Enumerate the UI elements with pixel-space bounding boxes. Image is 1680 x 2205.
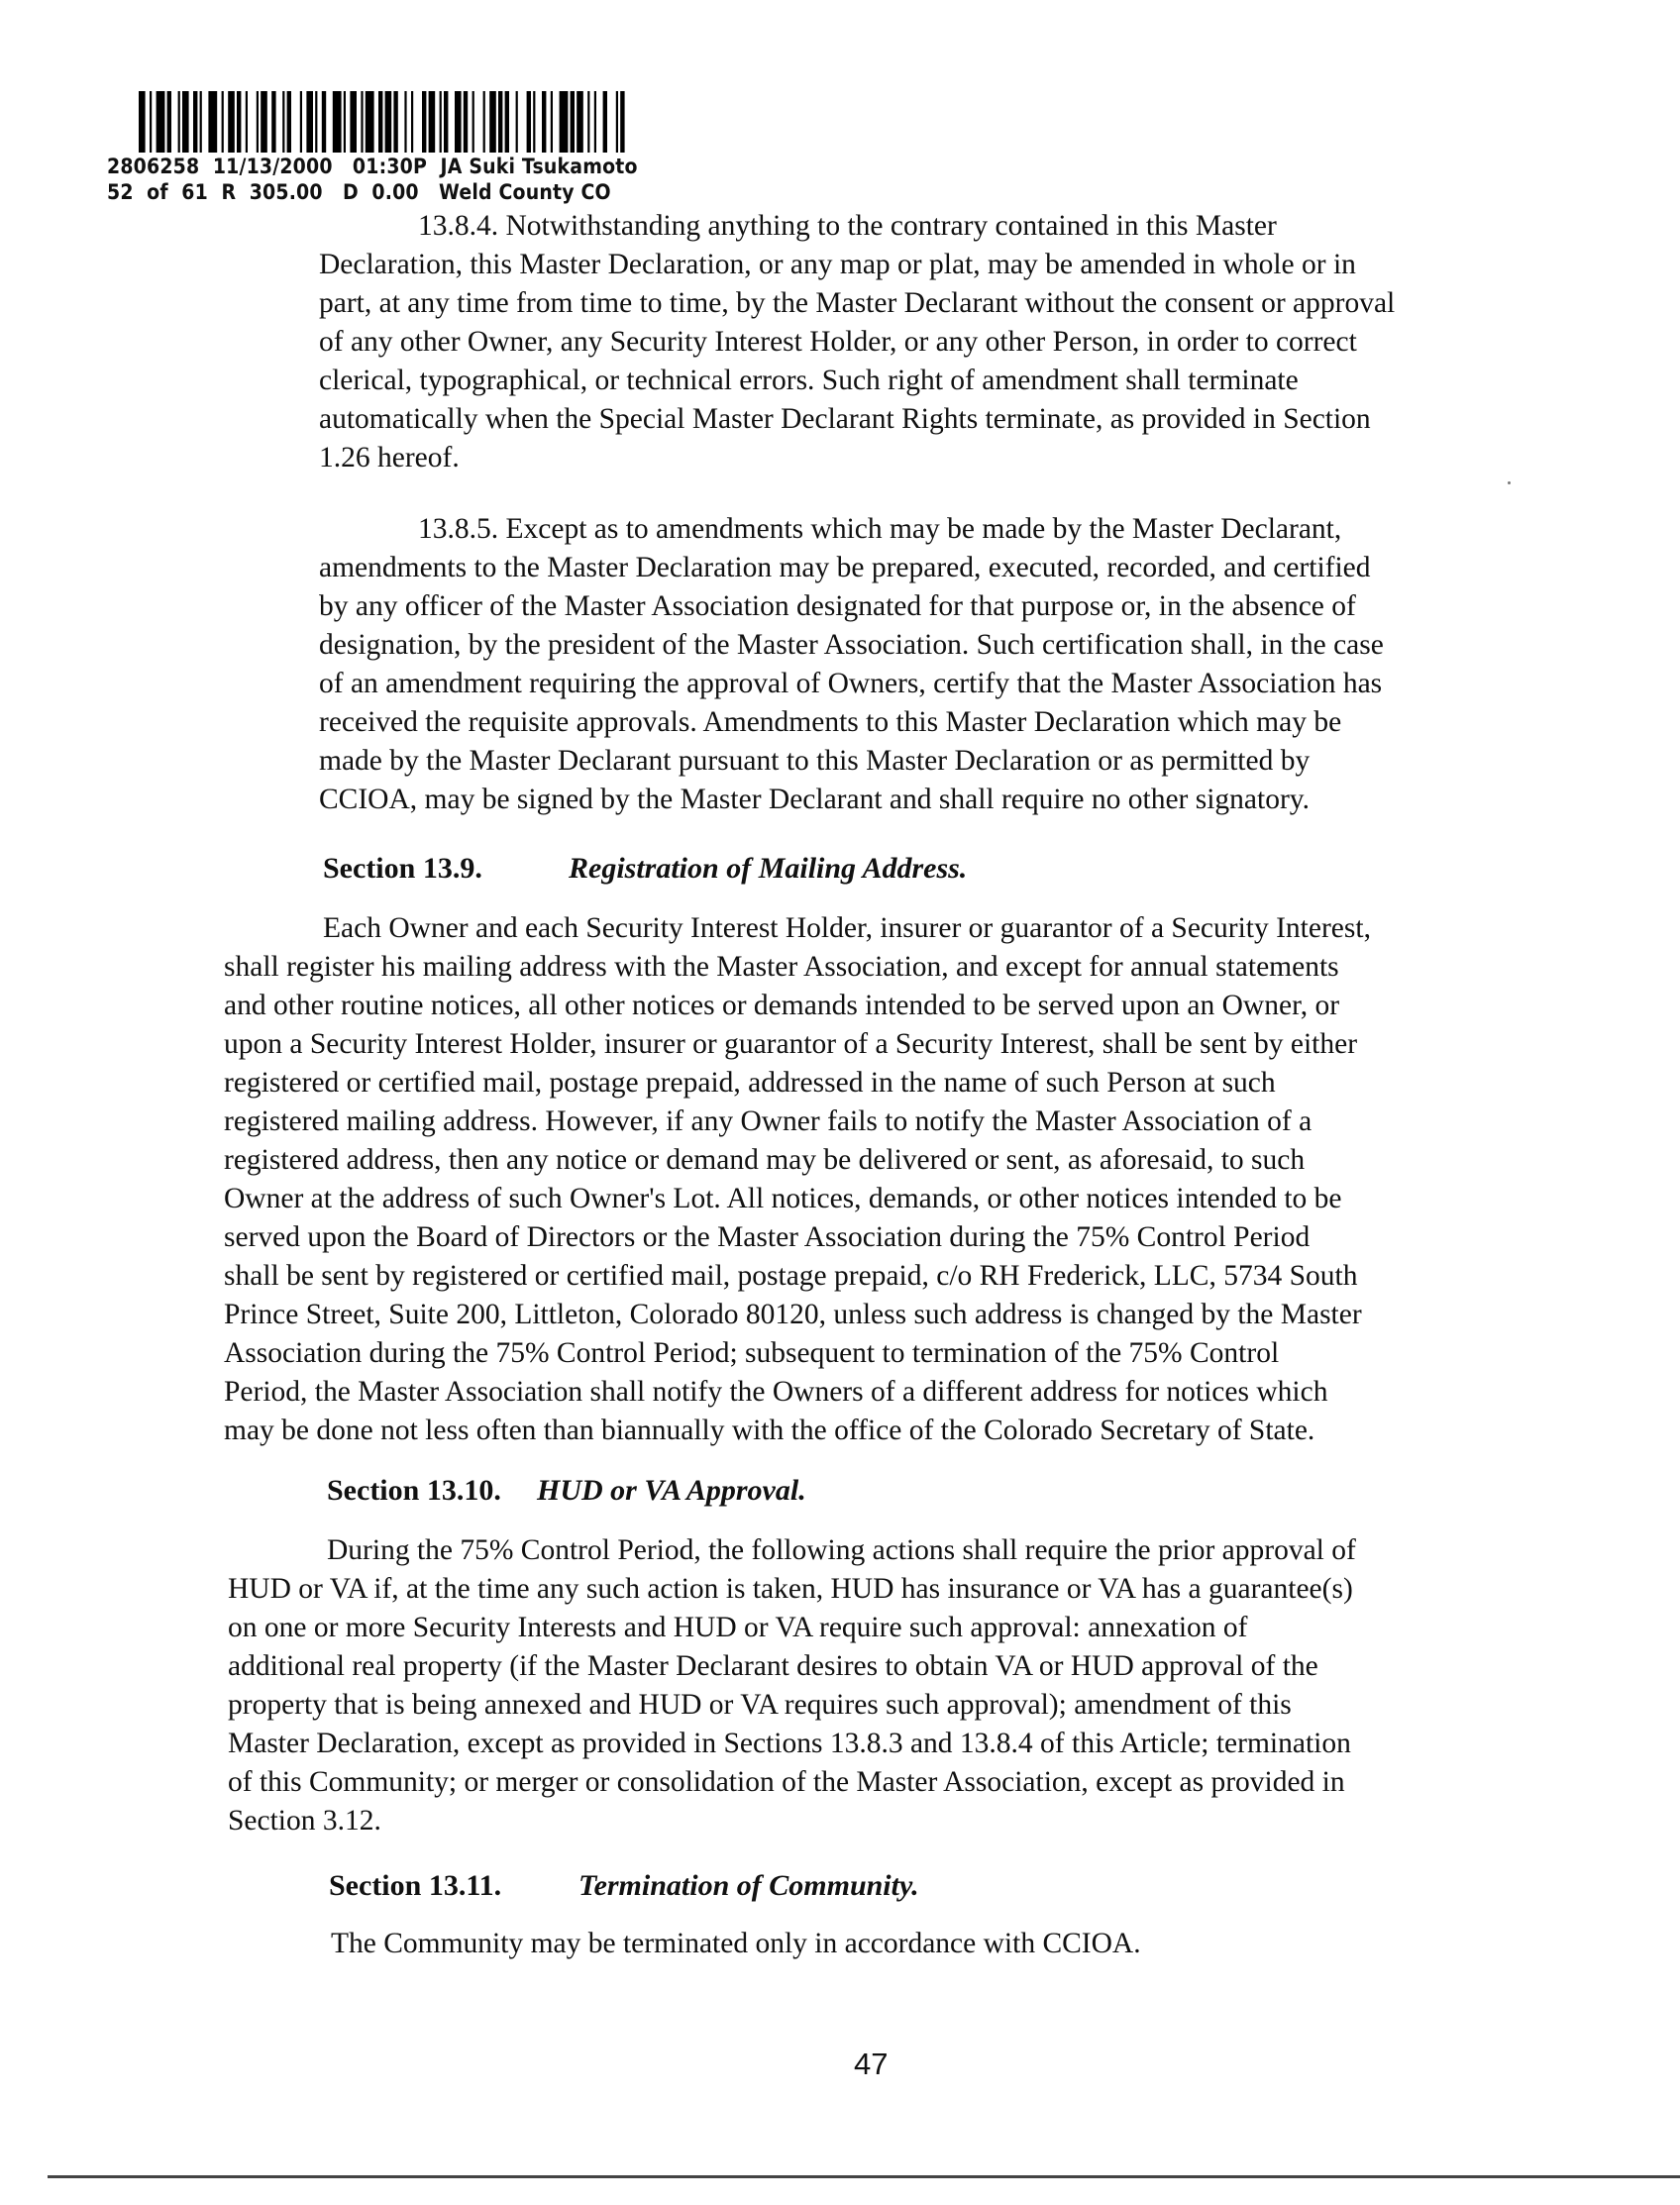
section-13-9-heading — [323, 852, 967, 886]
barcode-bar — [193, 91, 197, 153]
text-line: may be done not less often than biannually with the office of the Colorado Secretary of State. — [224, 1415, 1315, 1446]
barcode-bar — [261, 91, 267, 153]
barcode-bar — [464, 91, 468, 153]
barcode-bar — [455, 91, 462, 153]
barcode-bar — [587, 91, 589, 153]
barcode-bar — [157, 91, 165, 153]
text-line: automatically when the Special Master Declarant Rights terminate, as provided in Section — [319, 403, 1371, 435]
barcode-bar — [322, 91, 326, 153]
text-line: amendments to the Master Declaration may be prepared, executed, recorded, and certified — [319, 552, 1371, 583]
barcode-bar — [182, 91, 189, 153]
barcode-bar — [533, 91, 535, 153]
text-line: shall be sent by registered or certified mail, postage prepaid, c/o RH Frederick, LLC, 5734 South — [224, 1260, 1358, 1292]
text-line: and other routine notices, all other notices or demands intended to be served upon an Owner, or — [224, 990, 1340, 1021]
barcode-bar — [306, 91, 313, 153]
section-title: Termination of Community. — [578, 1869, 919, 1902]
text-line: registered address, then any notice or demand may be delivered or sent, as aforesaid, to such — [224, 1144, 1306, 1176]
text-line: of any other Owner, any Security Interest Holder, or any other Person, in order to correct — [319, 326, 1357, 358]
text-line: served upon the Board of Directors or the Master Association during the 75% Control Period — [224, 1221, 1311, 1253]
text-line: Association during the 75% Control Period; subsequent to termination of the 75% Control — [224, 1337, 1280, 1369]
barcode-bar — [200, 91, 202, 153]
text-line: Master Declaration, except as provided in Sections 13.8.3 and 13.8.4 of this Article; termination — [228, 1728, 1351, 1759]
text-line: shall register his mailing address with the Master Association, and except for annual statements — [224, 951, 1339, 983]
text-line: made by the Master Declarant pursuant to this Master Declaration or as permitted by — [319, 745, 1311, 777]
paragraph-13-11 — [331, 1925, 1141, 1963]
barcode-bar — [505, 91, 509, 153]
section-number: Section 13.9. — [323, 852, 482, 885]
barcode-bar — [498, 91, 502, 153]
barcode-bar — [516, 91, 518, 153]
barcode-bar — [472, 91, 474, 153]
barcode-bar — [167, 91, 171, 153]
text-line: Declaration, this Master Declaration, or any map or plat, may be amended in whole or in — [319, 249, 1356, 280]
barcode-bar — [150, 91, 152, 153]
barcode-bar — [483, 91, 485, 153]
barcode-bar — [422, 91, 426, 153]
barcode-bar — [429, 91, 436, 153]
bottom-rule — [48, 2175, 1680, 2178]
paragraph-13-8-5 — [319, 510, 1384, 819]
barcode-bar — [551, 91, 553, 153]
text-line: Each Owner and each Security Interest Holder, insurer or guarantor of a Security Interest, — [323, 912, 1371, 944]
barcode-bar — [616, 91, 618, 153]
text-line: 13.8.4. Notwithstanding anything to the contrary contained in this Master — [418, 210, 1277, 242]
text-line: Prince Street, Suite 200, Littleton, Colorado 80120, unless such address is changed by the Master — [224, 1299, 1362, 1330]
barcode-bar — [571, 91, 575, 153]
barcode-bar — [257, 91, 259, 153]
barcode-bar — [594, 91, 596, 153]
barcode-bar — [489, 91, 496, 153]
barcode-bar — [246, 91, 248, 153]
text-line: property that is being annexed and HUD or VA requires such approval); amendment of this — [228, 1689, 1292, 1721]
barcode-bar — [366, 91, 374, 153]
text-line: upon a Security Interest Holder, insurer or guarantor of a Security Interest, shall be sent by either — [224, 1028, 1358, 1060]
paragraph-13-10 — [228, 1531, 1356, 1840]
section-number: Section 13.11. — [329, 1869, 502, 1902]
section-title: Registration of Mailing Address. — [569, 852, 968, 885]
text-line: registered mailing address. However, if any Owner fails to notify the Master Association of a — [224, 1105, 1312, 1137]
barcode-bar — [542, 91, 546, 153]
barcode-bar — [237, 91, 241, 153]
section-13-10-heading — [327, 1474, 806, 1508]
barcode-bar — [440, 91, 442, 153]
text-line: 13.8.5. Except as to amendments which may be made by the Master Declarant, — [418, 513, 1342, 545]
scan-speck — [1508, 481, 1511, 484]
barcode-bar — [333, 91, 342, 153]
paragraph-13-9 — [224, 909, 1371, 1450]
recording-stamp-line1: 2806258 11/13/2000 01:30P JA Suki Tsukamoto — [107, 155, 638, 178]
barcode-bar — [404, 91, 406, 153]
page-number: 47 — [854, 2047, 889, 2081]
text-line: Period, the Master Association shall notify the Owners of a different address for notices which — [224, 1376, 1328, 1408]
text-line: on one or more Security Interests and HUD or VA require such approval: annexation of — [228, 1612, 1248, 1643]
text-line: designation, by the president of the Master Association. Such certification shall, in the case — [319, 629, 1384, 661]
text-line: by any officer of the Master Association designated for that purpose or, in the absence of — [319, 590, 1356, 622]
barcode-bar — [350, 91, 357, 153]
section-title: HUD or VA Approval. — [537, 1474, 806, 1507]
paragraph-13-8-4 — [319, 207, 1395, 477]
text-line: HUD or VA if, at the time any such action is taken, HUD has insurance or VA has a guarantee(s) — [228, 1573, 1353, 1605]
barcode-bar — [228, 91, 235, 153]
barcode-bar — [577, 91, 583, 153]
text-line: Section 3.12. — [228, 1805, 381, 1837]
text-line: additional real property (if the Master Declarant desires to obtain VA or HUD approval of the — [228, 1650, 1318, 1682]
barcode-bar — [282, 91, 284, 153]
text-line: registered or certified mail, postage prepaid, addressed in the name of such Person at such — [224, 1067, 1276, 1099]
text-line: part, at any time from time to time, by the Master Declarant without the consent or approval — [319, 287, 1396, 319]
barcode-bar — [300, 91, 302, 153]
barcode-bar — [287, 91, 291, 153]
text-line: of an amendment requiring the approval of Owners, certify that the Master Association has — [319, 668, 1383, 699]
barcode-bar — [315, 91, 317, 153]
section-13-11-heading — [329, 1869, 919, 1903]
text-line: received the requisite approvals. Amendments to this Master Declaration which may be — [319, 706, 1342, 738]
barcode-bar — [344, 91, 346, 153]
barcode-bar — [603, 91, 607, 153]
barcode-bar — [378, 91, 382, 153]
barcode-bar — [393, 91, 397, 153]
barcode-bar — [139, 91, 146, 153]
barcode-bar — [527, 91, 531, 153]
barcode-bar — [222, 91, 224, 153]
barcode-bar — [620, 91, 624, 153]
barcode-bar — [385, 91, 392, 153]
barcode-bar — [444, 91, 448, 153]
text-line: The Community may be terminated only in accordance with CCIOA. — [331, 1928, 1141, 1959]
text-line: During the 75% Control Period, the following actions shall require the prior approval of — [327, 1534, 1356, 1566]
barcode-bar — [361, 91, 363, 153]
recording-stamp-line2: 52 of 61 R 305.00 D 0.00 Weld County CO — [107, 180, 611, 204]
section-number: Section 13.10. — [327, 1474, 501, 1507]
barcode — [139, 91, 818, 153]
barcode-bar — [411, 91, 413, 153]
text-line: Owner at the address of such Owner's Lot. All notices, demands, or other notices intended to be — [224, 1183, 1342, 1214]
text-line: 1.26 hereof. — [319, 442, 460, 473]
barcode-bar — [271, 91, 275, 153]
barcode-bar — [178, 91, 180, 153]
text-line: of this Community; or merger or consolidation of the Master Association, except as provided in — [228, 1766, 1345, 1798]
barcode-bar — [208, 91, 217, 153]
text-line: clerical, typographical, or technical errors. Such right of amendment shall terminate — [319, 365, 1299, 396]
text-line: CCIOA, may be signed by the Master Declarant and shall require no other signatory. — [319, 784, 1310, 815]
barcode-bar — [560, 91, 569, 153]
